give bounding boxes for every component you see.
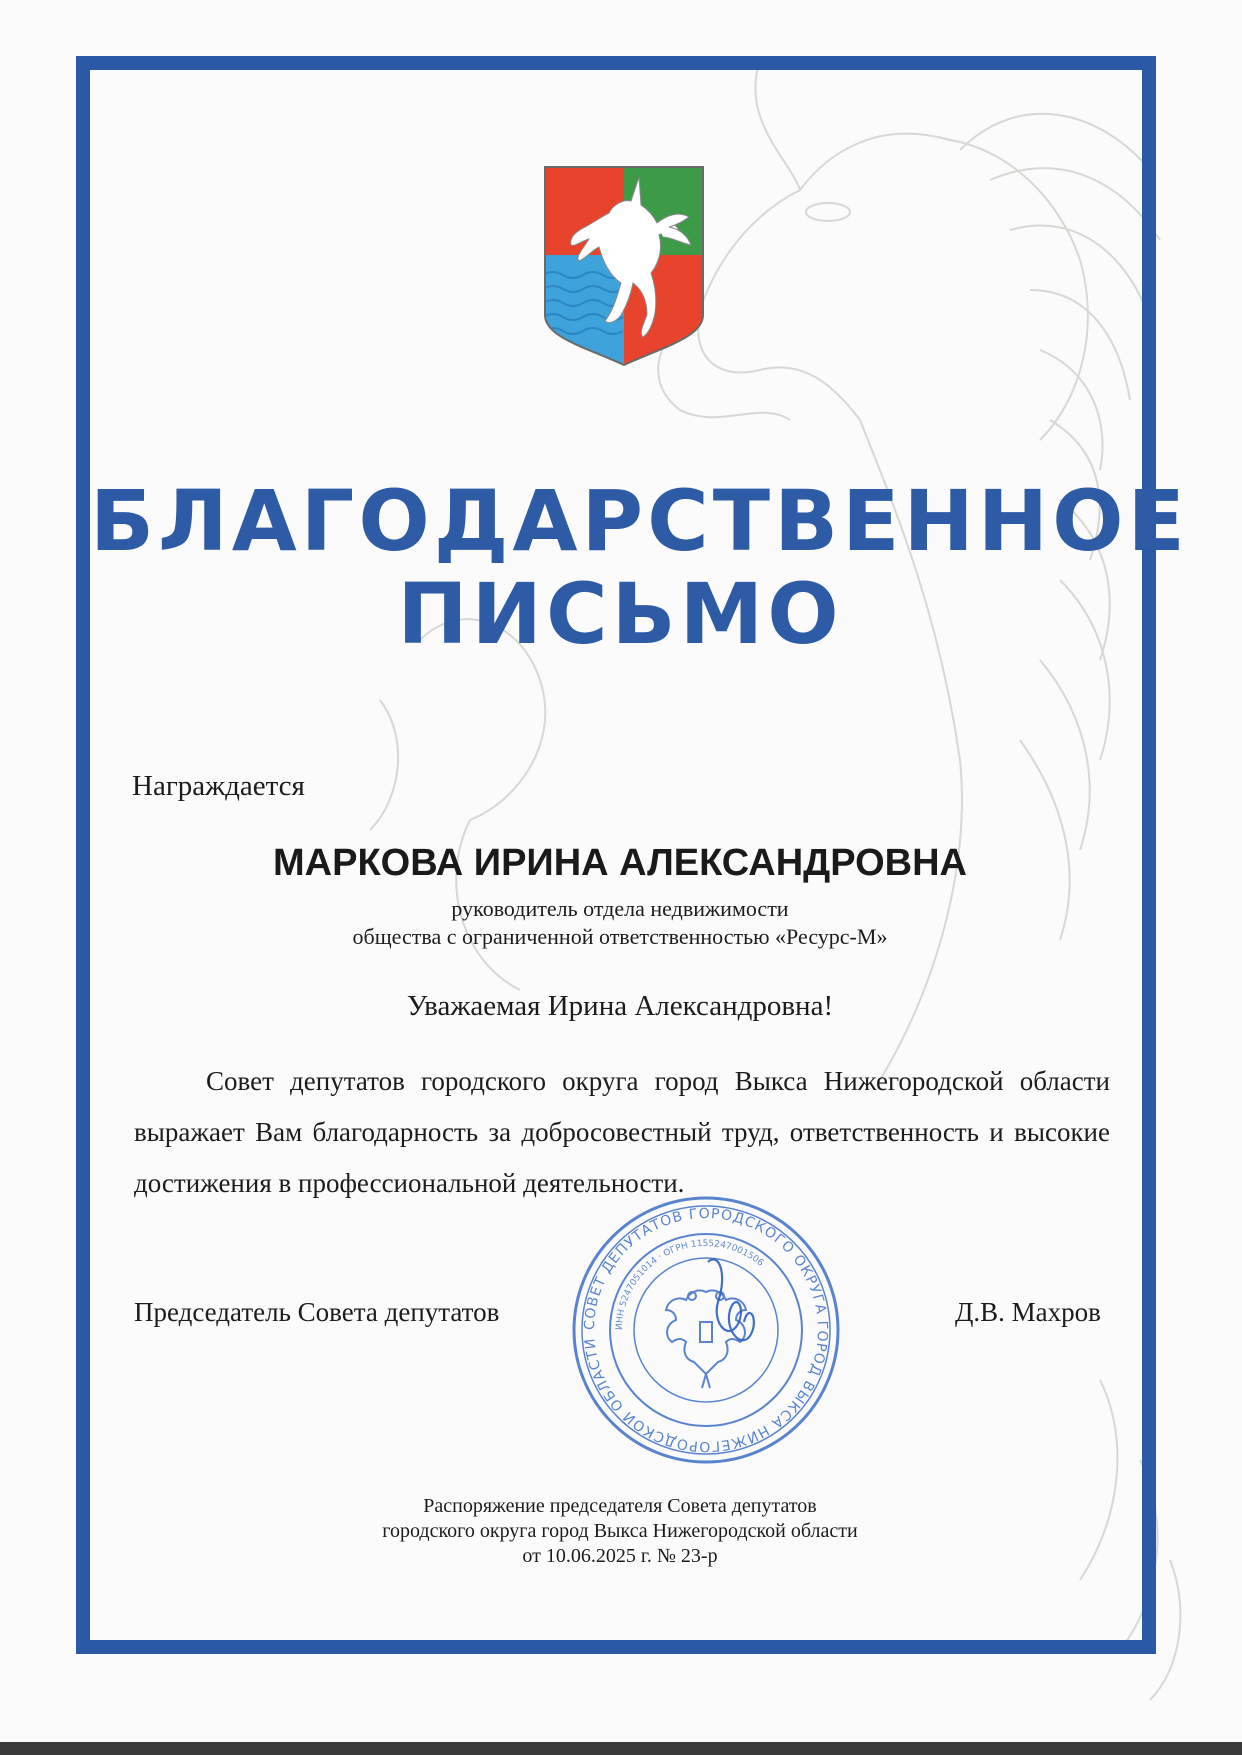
unicorn-coat-of-arms-icon — [543, 165, 705, 367]
seal-inner-text: ИНН 5247051014 · ОГРН 1155247001506 — [614, 1238, 766, 1331]
body-paragraph: Совет депутатов городского округа город Выкса Нижегородской области выражает Вам благодарность за добросовестный труд, ответственность и высокие достижения в профессиональной деятельности. — [134, 1066, 1110, 1198]
order-reference-line-2: городского округа город Выкса Нижегородской области — [382, 1520, 858, 1542]
document-title-line-2: ПИСЬМО — [397, 565, 843, 663]
signatory-name: Д.В. Махров — [955, 1297, 1101, 1327]
scan-edge-strip — [0, 1742, 1242, 1755]
seal-outer-text: СОВЕТ ДЕПУТАТОВ ГОРОДСКОГО ОКРУГА ГОРОД ВЫКСА НИЖЕГОРОДСКОЙ ОБЛАСТИ — [581, 1205, 831, 1455]
svg-text:ИНН 5247051014 · ОГРН 11552470 — [615, 1239, 765, 1330]
official-seal-icon — [568, 1192, 844, 1468]
order-reference-line-3: от 10.06.2025 г. № 23-р — [522, 1545, 718, 1567]
signatory-role: Председатель Совета депутатов — [134, 1297, 500, 1327]
recipient-position-line-1: руководитель отдела недвижимости — [451, 896, 789, 921]
greeting: Уважаемая Ирина Александровна! — [406, 990, 834, 1022]
order-reference-line-1: Распоряжение председателя Совета депутатов — [423, 1495, 817, 1517]
recipient-position-line-2: общества с ограниченной ответственностью «Ресурс-М» — [352, 924, 888, 949]
recipient-name: МАРКОВА ИРИНА АЛЕКСАНДРОВНА — [273, 842, 967, 884]
document-title-line-1: БЛАГОДАРСТВЕННОЕ — [90, 472, 1189, 570]
awarded-label: Награждается — [132, 770, 305, 802]
